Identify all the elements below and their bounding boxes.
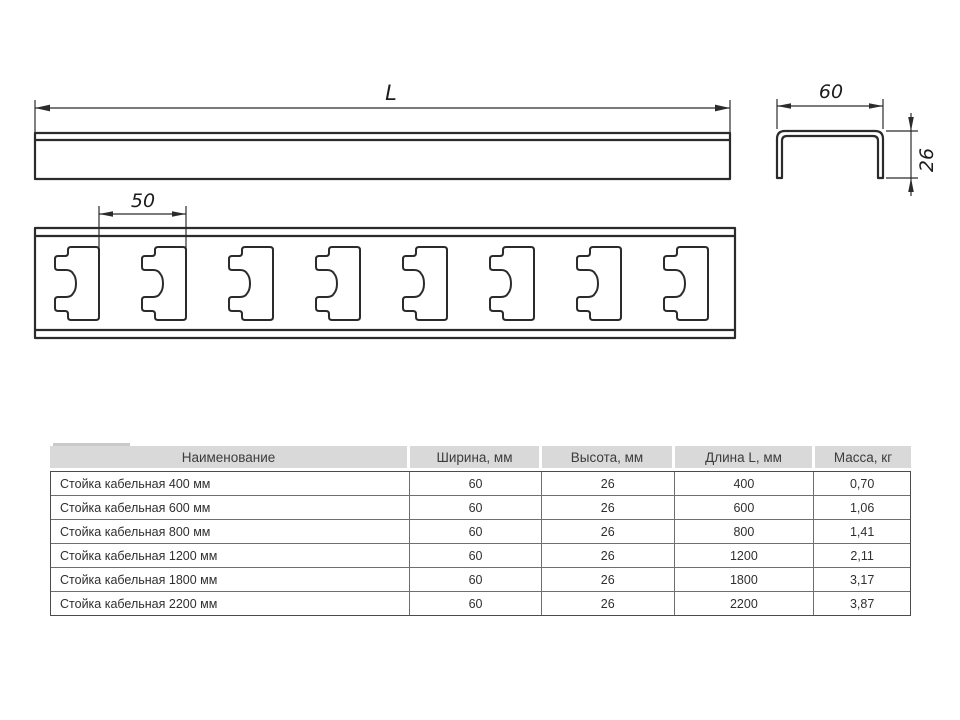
- table-row: [51, 495, 910, 519]
- arrowhead: [172, 211, 186, 217]
- cell-name: Стойка кабельная 600 мм: [51, 496, 410, 519]
- col-header-width: Ширина, мм: [410, 446, 542, 468]
- spec-table-body: [50, 471, 911, 616]
- cell-name: Стойка кабельная 800 мм: [51, 520, 410, 543]
- cell-width: 60: [410, 544, 542, 567]
- cell-name: Стойка кабельная 1200 мм: [51, 544, 410, 567]
- arrowhead: [777, 103, 791, 109]
- cell-name: Стойка кабельная 2200 мм: [51, 592, 410, 615]
- dim-height-label: 26: [916, 147, 938, 173]
- slot-cutout: [55, 247, 99, 320]
- col-header-height: Высота, мм: [542, 446, 675, 468]
- cell-width: 60: [410, 472, 542, 495]
- spec-table-header: [50, 446, 911, 468]
- cell-name: Стойка кабельная 400 мм: [51, 472, 410, 495]
- cell-length: 600: [675, 496, 815, 519]
- cross-section-view: [777, 81, 938, 196]
- slot-cutout: [142, 247, 186, 320]
- front-view: [35, 190, 735, 338]
- cell-mass: 3,17: [849, 572, 875, 587]
- slot-cutout: [664, 247, 708, 320]
- cell-height: 26: [542, 544, 675, 567]
- arrowhead: [35, 105, 50, 112]
- cell-height: 26: [542, 520, 675, 543]
- channel-outline: [777, 131, 883, 178]
- table-row: [51, 543, 910, 567]
- cell-width: 60: [410, 568, 542, 591]
- arrowhead: [99, 211, 113, 217]
- dim-width-label: 60: [818, 81, 844, 103]
- table-row: [51, 472, 910, 495]
- arrowhead: [908, 178, 914, 192]
- table-row: [51, 567, 910, 591]
- cell-height: 26: [542, 472, 675, 495]
- dim-pitch-label: 50: [130, 190, 156, 212]
- cell-height: 26: [542, 568, 675, 591]
- slot-cutouts: [55, 247, 708, 320]
- arrowhead: [715, 105, 730, 112]
- arrowhead: [908, 117, 914, 131]
- cell-length: 1200: [675, 544, 815, 567]
- cell-width: 60: [410, 520, 542, 543]
- side-view: [35, 81, 730, 179]
- dim-length-label: L: [385, 81, 397, 105]
- cell-mass: 1,41: [849, 524, 875, 539]
- slot-cutout: [229, 247, 273, 320]
- cell-length: 1800: [675, 568, 815, 591]
- slot-cutout: [577, 247, 621, 320]
- cell-mass: 1,06: [849, 500, 875, 515]
- table-row: [51, 519, 910, 543]
- col-header-name: Наименование: [50, 446, 410, 468]
- cell-mass: 2,11: [850, 548, 874, 563]
- cell-width: 60: [410, 496, 542, 519]
- cell-height: 26: [542, 496, 675, 519]
- cell-name: Стойка кабельная 1800 мм: [51, 568, 410, 591]
- slot-cutout: [316, 247, 360, 320]
- cell-mass: 0,70: [849, 476, 875, 491]
- arrowhead: [869, 103, 883, 109]
- slot-cutout: [403, 247, 447, 320]
- col-header-mass: Масса, кг: [815, 446, 911, 468]
- band-outline: [35, 228, 735, 338]
- slot-cutout: [490, 247, 534, 320]
- cell-length: 2200: [675, 592, 815, 615]
- cell-height: 26: [542, 592, 675, 615]
- cell-length: 800: [675, 520, 815, 543]
- col-header-length: Длина L, мм: [675, 446, 815, 468]
- table-row: [51, 591, 910, 615]
- cell-mass: 3,87: [849, 596, 875, 611]
- cell-length: 400: [675, 472, 815, 495]
- cell-width: 60: [410, 592, 542, 615]
